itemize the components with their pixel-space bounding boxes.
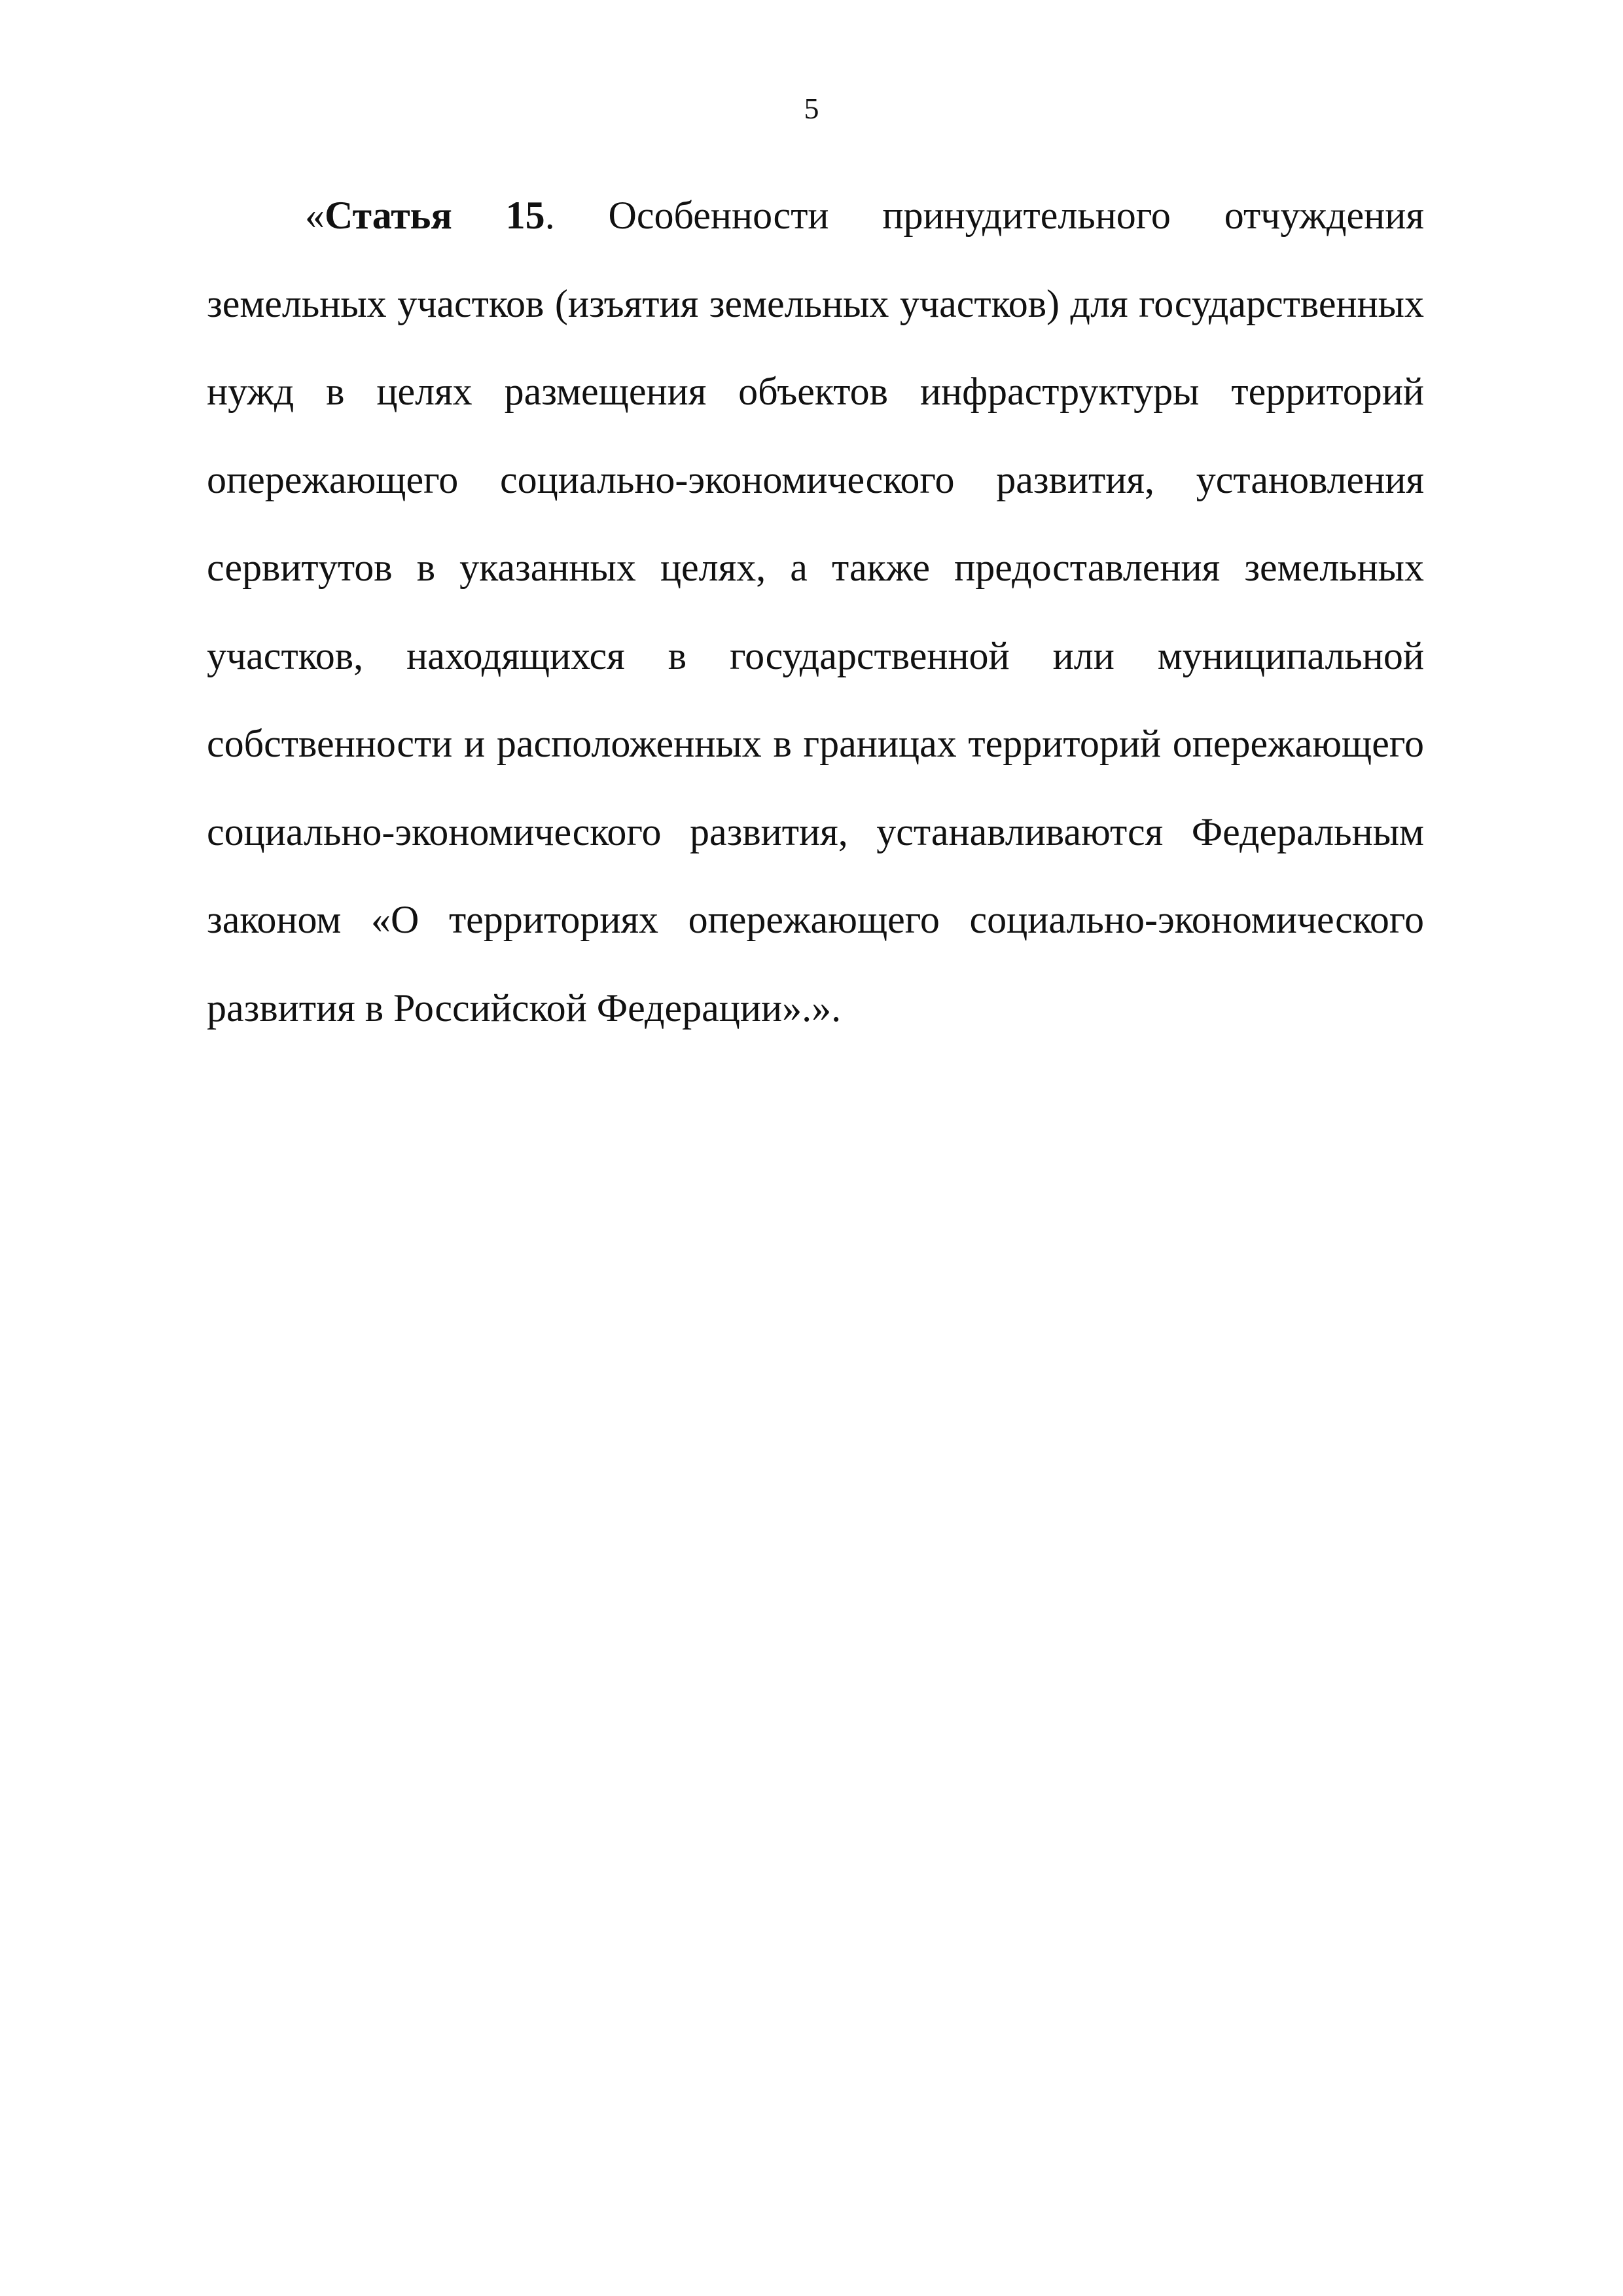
article-paragraph bbox=[207, 171, 1424, 1052]
article-label: Статья 15 bbox=[325, 194, 545, 237]
article-body: . Особенности принудительного отчуждения земельных участков (изъятия земельных участков) для государственных нужд в целях размещения объектов инфраструктуры территорий опережающего социально-экономического развития, установления сервитутов в указанных целях, а также предоставления земельных участков, находящихся в государственной или муниципальной собственности и расположенных в границах территорий опережающего социально-экономического развития, устанавливаются Федеральным законом «О территориях опережающего социально-экономического развития в Российской Федерации».». bbox=[207, 194, 1424, 1030]
article-open-quote: « bbox=[305, 194, 325, 237]
page-number: 5 bbox=[804, 92, 819, 125]
